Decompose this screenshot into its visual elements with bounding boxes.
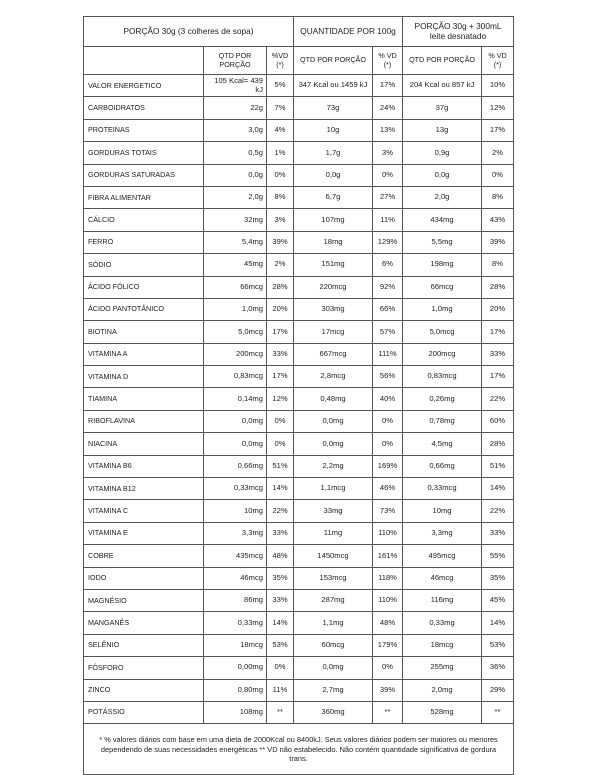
- vd-100g: 48%: [373, 612, 403, 634]
- vd-100g: 179%: [373, 634, 403, 656]
- vd-portion-milk: 17%: [482, 366, 514, 388]
- nutrition-table-container: [83, 16, 513, 775]
- vd-100g: 39%: [373, 679, 403, 701]
- vd-portion: 20%: [267, 298, 294, 320]
- nutrient-row: [84, 164, 514, 186]
- vd-portion: 39%: [267, 231, 294, 253]
- qty-100g: 10g: [294, 119, 373, 141]
- qty-portion-milk: 116mg: [403, 589, 482, 611]
- nutrient-name: CÁLCIO: [84, 209, 204, 231]
- vd-100g: 0%: [373, 657, 403, 679]
- vd-portion: 51%: [267, 455, 294, 477]
- subheader-vd-portion: %VD (*): [267, 47, 294, 75]
- qty-portion-milk: 2,0g: [403, 186, 482, 208]
- vd-portion: 17%: [267, 366, 294, 388]
- nutrient-name: PROTEINAS: [84, 119, 204, 141]
- nutrient-row: [84, 589, 514, 611]
- qty-100g: 1450mcg: [294, 545, 373, 567]
- qty-portion: 105 Kcal= 439 kJ: [204, 75, 267, 97]
- nutrient-row: [84, 657, 514, 679]
- nutrient-name: VITAMINA B6: [84, 455, 204, 477]
- qty-portion: 0,00mg: [204, 657, 267, 679]
- nutrient-name: FIBRA ALIMENTAR: [84, 186, 204, 208]
- footnote-row: [84, 724, 514, 775]
- qty-portion: 18mcg: [204, 634, 267, 656]
- vd-100g: 66%: [373, 298, 403, 320]
- nutrient-name: NIACINA: [84, 433, 204, 455]
- subheader-vd-100g: % VD (*): [373, 47, 403, 75]
- vd-portion: 4%: [267, 119, 294, 141]
- qty-portion-milk: 1,0mg: [403, 298, 482, 320]
- qty-100g: 0,0g: [294, 164, 373, 186]
- nutrient-row: [84, 119, 514, 141]
- qty-portion: 0,14mg: [204, 388, 267, 410]
- nutrient-name: VITAMINA B12: [84, 478, 204, 500]
- subheader-vd-milk: % VD (*): [482, 47, 514, 75]
- vd-portion: 14%: [267, 612, 294, 634]
- vd-portion-milk: 28%: [482, 433, 514, 455]
- qty-100g: 11mg: [294, 522, 373, 544]
- qty-100g: 107mg: [294, 209, 373, 231]
- qty-portion: 3,0g: [204, 119, 267, 141]
- header-per-100g: QUANTIDADE POR 100g: [294, 17, 403, 47]
- nutrient-row: [84, 701, 514, 723]
- vd-portion: 0%: [267, 657, 294, 679]
- nutrient-row: [84, 142, 514, 164]
- vd-portion-milk: 17%: [482, 119, 514, 141]
- nutrient-name: VITAMINA E: [84, 522, 204, 544]
- vd-portion: 8%: [267, 186, 294, 208]
- nutrient-row: [84, 455, 514, 477]
- vd-100g: 73%: [373, 500, 403, 522]
- qty-portion-milk: 434mg: [403, 209, 482, 231]
- nutrient-row: [84, 388, 514, 410]
- vd-100g: 17%: [373, 75, 403, 97]
- vd-100g: 161%: [373, 545, 403, 567]
- qty-100g: 2,8mcg: [294, 366, 373, 388]
- vd-portion-milk: 33%: [482, 522, 514, 544]
- qty-100g: 73g: [294, 97, 373, 119]
- vd-portion: 33%: [267, 589, 294, 611]
- qty-portion: 0,66mg: [204, 455, 267, 477]
- vd-portion: 33%: [267, 343, 294, 365]
- vd-portion-milk: 53%: [482, 634, 514, 656]
- nutrient-row: [84, 97, 514, 119]
- vd-portion: 2%: [267, 254, 294, 276]
- vd-portion: 0%: [267, 410, 294, 432]
- nutrient-name: SELÊNIO: [84, 634, 204, 656]
- header-portion-with-milk: PORÇÃO 30g + 300mL leite desnatado: [403, 17, 514, 47]
- vd-portion-milk: 28%: [482, 276, 514, 298]
- qty-portion: 0,0mg: [204, 433, 267, 455]
- qty-portion: 2,0g: [204, 186, 267, 208]
- vd-100g: 6%: [373, 254, 403, 276]
- qty-portion-milk: 5,0mcg: [403, 321, 482, 343]
- qty-portion: 86mg: [204, 589, 267, 611]
- vd-100g: 0%: [373, 164, 403, 186]
- qty-portion: 108mg: [204, 701, 267, 723]
- nutrient-row: [84, 276, 514, 298]
- footnote-text: * % valores diários com base em uma dieta de 2000Kcal ou 8400kJ. Seus valores diários podem ser maiores ou menores dependendo de suas necessidades energéticas ** VD não estabelecido. Não contém quantidade significativa de gordura trans.: [84, 724, 514, 775]
- vd-portion-milk: 0%: [482, 164, 514, 186]
- vd-portion: 0%: [267, 433, 294, 455]
- vd-portion: 48%: [267, 545, 294, 567]
- qty-portion: 0,0mg: [204, 410, 267, 432]
- qty-portion: 45mg: [204, 254, 267, 276]
- qty-portion-milk: 18mcg: [403, 634, 482, 656]
- vd-portion: 12%: [267, 388, 294, 410]
- qty-portion: 10mg: [204, 500, 267, 522]
- vd-portion: 22%: [267, 500, 294, 522]
- qty-portion-milk: 3,3mg: [403, 522, 482, 544]
- vd-100g: 24%: [373, 97, 403, 119]
- qty-portion: 3,3mg: [204, 522, 267, 544]
- qty-portion: 46mcg: [204, 567, 267, 589]
- vd-portion-milk: 10%: [482, 75, 514, 97]
- nutrient-name: TIAMINA: [84, 388, 204, 410]
- nutrient-name: IODO: [84, 567, 204, 589]
- vd-100g: 118%: [373, 567, 403, 589]
- qty-portion-milk: 0,26mg: [403, 388, 482, 410]
- nutrient-row: [84, 254, 514, 276]
- qty-portion-milk: 13g: [403, 119, 482, 141]
- nutrient-row: [84, 366, 514, 388]
- nutrient-row: [84, 75, 514, 97]
- vd-portion-milk: 2%: [482, 142, 514, 164]
- qty-100g: 60mcg: [294, 634, 373, 656]
- vd-portion-milk: 29%: [482, 679, 514, 701]
- vd-portion: 5%: [267, 75, 294, 97]
- vd-100g: 0%: [373, 433, 403, 455]
- subheader-qtd-100g: QTD POR PORÇÃO: [294, 47, 373, 75]
- vd-portion-milk: 33%: [482, 343, 514, 365]
- qty-100g: 1,1mg: [294, 612, 373, 634]
- vd-100g: 110%: [373, 589, 403, 611]
- vd-100g: 40%: [373, 388, 403, 410]
- vd-100g: 111%: [373, 343, 403, 365]
- qty-portion-milk: 66mcg: [403, 276, 482, 298]
- nutrient-row: [84, 343, 514, 365]
- qty-100g: 0,0mg: [294, 657, 373, 679]
- qty-portion: 0,5g: [204, 142, 267, 164]
- qty-100g: 6,7g: [294, 186, 373, 208]
- qty-100g: 303mg: [294, 298, 373, 320]
- vd-portion-milk: 55%: [482, 545, 514, 567]
- nutrient-row: [84, 545, 514, 567]
- qty-portion-milk: 198mg: [403, 254, 482, 276]
- qty-portion: 5,4mg: [204, 231, 267, 253]
- subheader-qtd-portion: QTD POR PORÇÃO: [204, 47, 267, 75]
- qty-portion-milk: 255mg: [403, 657, 482, 679]
- vd-portion-milk: 45%: [482, 589, 514, 611]
- qty-portion: 32mg: [204, 209, 267, 231]
- qty-100g: 151mg: [294, 254, 373, 276]
- qty-100g: 33mg: [294, 500, 373, 522]
- nutrient-name: BIOTINA: [84, 321, 204, 343]
- nutrient-name: CARBOIDRATOS: [84, 97, 204, 119]
- qty-portion-milk: 2,0mg: [403, 679, 482, 701]
- nutrient-row: [84, 186, 514, 208]
- qty-portion: 66mcg: [204, 276, 267, 298]
- vd-100g: 169%: [373, 455, 403, 477]
- nutrient-name: FÓSFORO: [84, 657, 204, 679]
- qty-100g: 1,1mcg: [294, 478, 373, 500]
- nutrient-row: [84, 321, 514, 343]
- vd-portion-milk: 60%: [482, 410, 514, 432]
- qty-portion-milk: 0,0g: [403, 164, 482, 186]
- nutrient-row: [84, 567, 514, 589]
- qty-100g: 2,2mg: [294, 455, 373, 477]
- qty-portion: 5,0mcg: [204, 321, 267, 343]
- qty-portion: 22g: [204, 97, 267, 119]
- vd-portion: 7%: [267, 97, 294, 119]
- nutrient-name: GORDURAS TOTAIS: [84, 142, 204, 164]
- qty-100g: 2,7mg: [294, 679, 373, 701]
- nutrient-name: ÁCIDO FÓLICO: [84, 276, 204, 298]
- vd-portion: **: [267, 701, 294, 723]
- qty-portion: 0,33mcg: [204, 478, 267, 500]
- qty-100g: 1,7g: [294, 142, 373, 164]
- vd-portion: 35%: [267, 567, 294, 589]
- vd-portion: 11%: [267, 679, 294, 701]
- qty-portion-milk: 200mcg: [403, 343, 482, 365]
- table-header-row: [84, 17, 514, 47]
- qty-portion-milk: 0,83mcg: [403, 366, 482, 388]
- nutrient-row: [84, 634, 514, 656]
- nutrient-name: SÓDIO: [84, 254, 204, 276]
- qty-portion-milk: 0,9g: [403, 142, 482, 164]
- vd-portion-milk: 8%: [482, 186, 514, 208]
- nutrient-name: ZINCO: [84, 679, 204, 701]
- vd-portion-milk: 43%: [482, 209, 514, 231]
- qty-portion-milk: 0,66mg: [403, 455, 482, 477]
- nutrient-name: VITAMINA A: [84, 343, 204, 365]
- qty-portion: 0,0g: [204, 164, 267, 186]
- qty-portion-milk: 528mg: [403, 701, 482, 723]
- nutrient-name: RIBOFLAVINA: [84, 410, 204, 432]
- qty-100g: 0,0mg: [294, 410, 373, 432]
- qty-portion: 200mcg: [204, 343, 267, 365]
- qty-100g: 287mg: [294, 589, 373, 611]
- vd-portion-milk: 17%: [482, 321, 514, 343]
- vd-portion: 53%: [267, 634, 294, 656]
- table-subheader-row: [84, 47, 514, 75]
- vd-100g: 13%: [373, 119, 403, 141]
- vd-portion-milk: 36%: [482, 657, 514, 679]
- qty-100g: 153mcg: [294, 567, 373, 589]
- vd-portion-milk: 8%: [482, 254, 514, 276]
- nutrient-name: POTÁSSIO: [84, 701, 204, 723]
- nutrient-name: COBRE: [84, 545, 204, 567]
- vd-portion-milk: 22%: [482, 500, 514, 522]
- vd-portion-milk: 20%: [482, 298, 514, 320]
- qty-portion: 0,80mg: [204, 679, 267, 701]
- qty-portion-milk: 495mcg: [403, 545, 482, 567]
- vd-portion: 3%: [267, 209, 294, 231]
- qty-portion-milk: 5,5mg: [403, 231, 482, 253]
- subheader-blank: [84, 47, 204, 75]
- qty-100g: 0,48mg: [294, 388, 373, 410]
- nutrient-row: [84, 231, 514, 253]
- vd-portion-milk: 35%: [482, 567, 514, 589]
- nutrient-name: VALOR ENERGETICO: [84, 75, 204, 97]
- vd-portion-milk: 51%: [482, 455, 514, 477]
- nutrient-name: FERRO: [84, 231, 204, 253]
- nutrient-row: [84, 209, 514, 231]
- vd-100g: 11%: [373, 209, 403, 231]
- nutrient-row: [84, 500, 514, 522]
- nutrient-row: [84, 433, 514, 455]
- header-portion: PORÇÃO 30g (3 colheres de sopa): [84, 17, 294, 47]
- qty-portion-milk: 0,33mg: [403, 612, 482, 634]
- vd-100g: 57%: [373, 321, 403, 343]
- qty-portion: 0,33mg: [204, 612, 267, 634]
- vd-portion: 1%: [267, 142, 294, 164]
- qty-portion-milk: 0,33mcg: [403, 478, 482, 500]
- nutrient-name: ÁCIDO PANTOTÂNICO: [84, 298, 204, 320]
- subheader-qtd-milk: QTD POR PORÇÃO: [403, 47, 482, 75]
- vd-portion: 0%: [267, 164, 294, 186]
- vd-100g: 56%: [373, 366, 403, 388]
- qty-portion-milk: 46mcg: [403, 567, 482, 589]
- qty-100g: 347 Kcal ou 1459 kJ: [294, 75, 373, 97]
- nutrient-name: VITAMINA D: [84, 366, 204, 388]
- qty-portion: 0,83mcg: [204, 366, 267, 388]
- vd-portion: 14%: [267, 478, 294, 500]
- qty-portion: 435mcg: [204, 545, 267, 567]
- qty-100g: 667mcg: [294, 343, 373, 365]
- qty-portion-milk: 10mg: [403, 500, 482, 522]
- qty-100g: 360mg: [294, 701, 373, 723]
- qty-portion: 1,0mg: [204, 298, 267, 320]
- vd-portion: 33%: [267, 522, 294, 544]
- qty-portion-milk: 0,78mg: [403, 410, 482, 432]
- vd-portion-milk: 14%: [482, 478, 514, 500]
- vd-100g: 129%: [373, 231, 403, 253]
- vd-portion-milk: 39%: [482, 231, 514, 253]
- nutrient-rows: [84, 75, 514, 724]
- nutrition-facts-table: [83, 16, 514, 775]
- vd-portion-milk: 14%: [482, 612, 514, 634]
- vd-portion: 28%: [267, 276, 294, 298]
- nutrient-row: [84, 612, 514, 634]
- nutrient-name: MAGNÉSIO: [84, 589, 204, 611]
- vd-100g: 0%: [373, 410, 403, 432]
- qty-100g: 17mcg: [294, 321, 373, 343]
- vd-100g: 27%: [373, 186, 403, 208]
- nutrient-row: [84, 478, 514, 500]
- nutrient-name: VITAMINA C: [84, 500, 204, 522]
- qty-portion-milk: 204 Kcal ou 857 kJ: [403, 75, 482, 97]
- vd-portion-milk: 22%: [482, 388, 514, 410]
- qty-portion-milk: 37g: [403, 97, 482, 119]
- qty-portion-milk: 4,5mg: [403, 433, 482, 455]
- vd-100g: 92%: [373, 276, 403, 298]
- nutrient-name: GORDURAS SATURADAS: [84, 164, 204, 186]
- vd-100g: 110%: [373, 522, 403, 544]
- qty-100g: 18mg: [294, 231, 373, 253]
- vd-portion-milk: 12%: [482, 97, 514, 119]
- vd-100g: **: [373, 701, 403, 723]
- nutrient-row: [84, 679, 514, 701]
- nutrient-row: [84, 298, 514, 320]
- vd-portion: 17%: [267, 321, 294, 343]
- nutrient-row: [84, 522, 514, 544]
- vd-100g: 3%: [373, 142, 403, 164]
- qty-100g: 220mcg: [294, 276, 373, 298]
- qty-100g: 0,0mg: [294, 433, 373, 455]
- vd-portion-milk: **: [482, 701, 514, 723]
- vd-100g: 46%: [373, 478, 403, 500]
- nutrient-name: MANGANÊS: [84, 612, 204, 634]
- nutrient-row: [84, 410, 514, 432]
